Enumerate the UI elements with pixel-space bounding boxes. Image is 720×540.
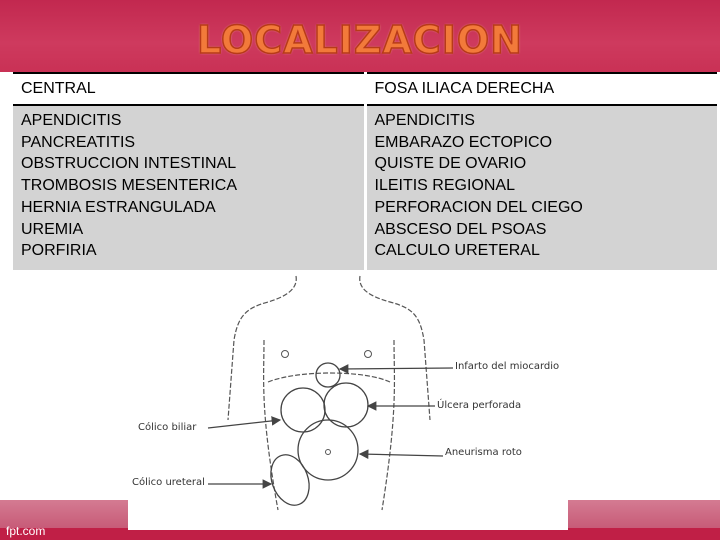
fid-item: ABSCESO DEL PSOAS xyxy=(374,220,547,238)
label-colico-biliar: Cólico biliar xyxy=(138,422,197,433)
watermark-text: fpt.com xyxy=(6,524,46,538)
header-central: CENTRAL xyxy=(12,73,366,105)
central-item: PORFIRIA xyxy=(21,242,97,260)
fid-item: PERFORACION DEL CIEGO xyxy=(374,198,583,216)
fid-item: ILEITIS REGIONAL xyxy=(374,177,515,195)
table-row xyxy=(12,105,719,270)
central-item: PANCREATITIS xyxy=(21,133,136,151)
central-item: OBSTRUCCION INTESTINAL xyxy=(21,155,237,173)
central-item: HERNIA ESTRANGULADA xyxy=(21,198,216,216)
left-shoulder-line xyxy=(228,276,296,420)
right-shoulder-line xyxy=(360,276,430,420)
label-infarto: Infarto del miocardio xyxy=(455,361,560,372)
fid-item: EMBARAZO ECTOPICO xyxy=(374,133,553,151)
region-colico-biliar xyxy=(281,388,325,432)
conditions-table xyxy=(10,72,720,270)
abdomen-pain-diagram xyxy=(128,270,568,530)
central-cell xyxy=(12,105,366,270)
table-header-row xyxy=(12,73,719,105)
central-item: UREMIA xyxy=(21,220,84,238)
central-item: TROMBOSIS MESENTERICA xyxy=(21,177,238,195)
slide-title: LOCALIZACION xyxy=(197,18,523,62)
region-colico-ureteral xyxy=(264,449,316,510)
fid-item: APENDICITIS xyxy=(374,112,475,129)
rib-line xyxy=(268,373,390,382)
fid-item: CALCULO URETERAL xyxy=(374,242,540,260)
label-ulcera: Úlcera perforada xyxy=(437,400,522,411)
label-aneurisma: Aneurisma roto xyxy=(445,447,522,458)
central-item: APENDICITIS xyxy=(21,112,122,129)
header-fosa-iliaca-derecha: FOSA ILIACA DERECHA xyxy=(365,73,719,105)
fosa-iliaca-derecha-cell xyxy=(365,105,719,270)
right-flank-line xyxy=(382,340,394,510)
label-colico-ureteral: Cólico ureteral xyxy=(132,477,205,488)
region-infarto xyxy=(316,363,340,387)
fid-item: QUISTE DE OVARIO xyxy=(374,155,527,173)
